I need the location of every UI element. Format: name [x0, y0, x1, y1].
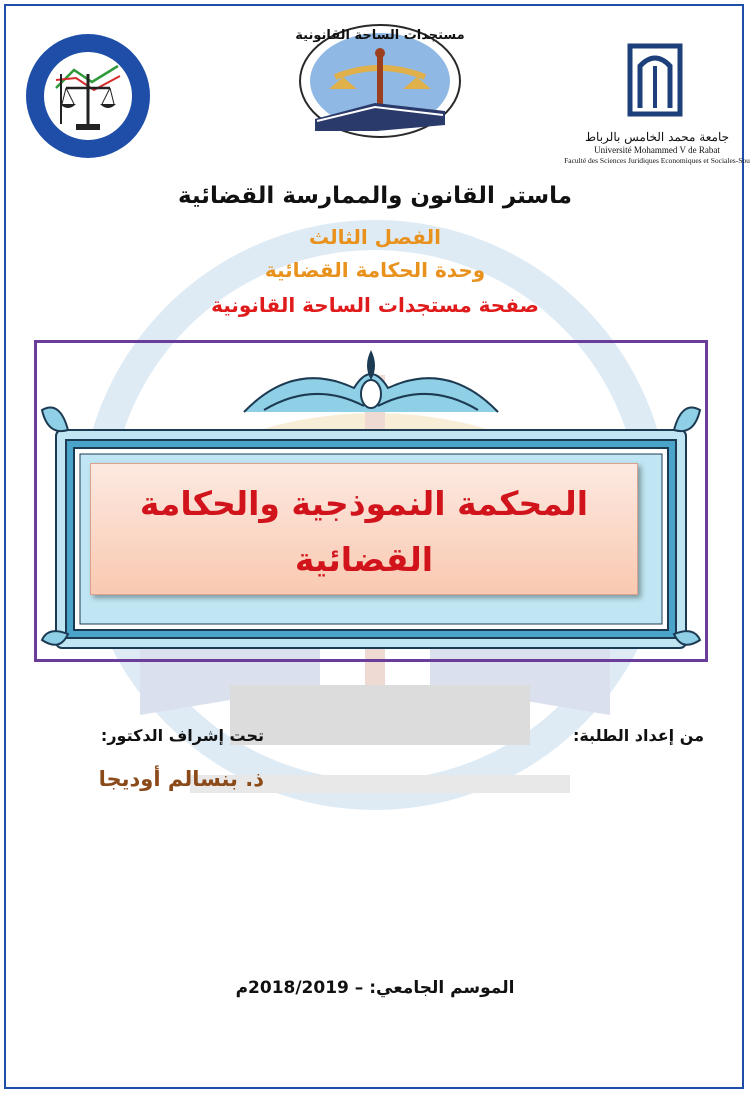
master-title: ماستر القانون والممارسة القضائية — [177, 183, 573, 209]
title-line-2: القضائية — [294, 540, 434, 579]
university-name-ar: جامعة محمد الخامس بالرباط — [584, 130, 730, 144]
document-title — [90, 463, 638, 595]
university-logo — [562, 38, 750, 164]
prepared-by-label: من إعداد الطلبة: — [572, 726, 704, 745]
academic-season: الموسم الجامعي: – 2018/2019م — [235, 978, 515, 998]
supervision-label: تحت إشراف الدكتور: — [100, 726, 264, 745]
supervisor-name: ذ. بنسالم أوديجا — [98, 767, 264, 791]
center-logo-arc-text: مستجدات الساحة القانونية — [295, 28, 465, 43]
university-emblem-icon — [562, 38, 750, 128]
scales-of-justice-icon — [295, 15, 465, 140]
university-name-fr: Université Mohammed V de Rabat — [594, 145, 720, 155]
page-heading: صفحة مستجدات الساحة القانونية — [211, 293, 539, 317]
semester-heading: الفصل الثالث — [308, 225, 441, 249]
title-line-1: المحكمة النموذجية والحكامة — [139, 484, 589, 523]
faculty-seal-icon — [22, 30, 154, 162]
unit-heading: وحدة الحكامة القضائية — [264, 258, 486, 282]
faculty-name-fr: Faculté des Sciences Juridiques Economiques et Sociales-Sou — [564, 156, 750, 165]
